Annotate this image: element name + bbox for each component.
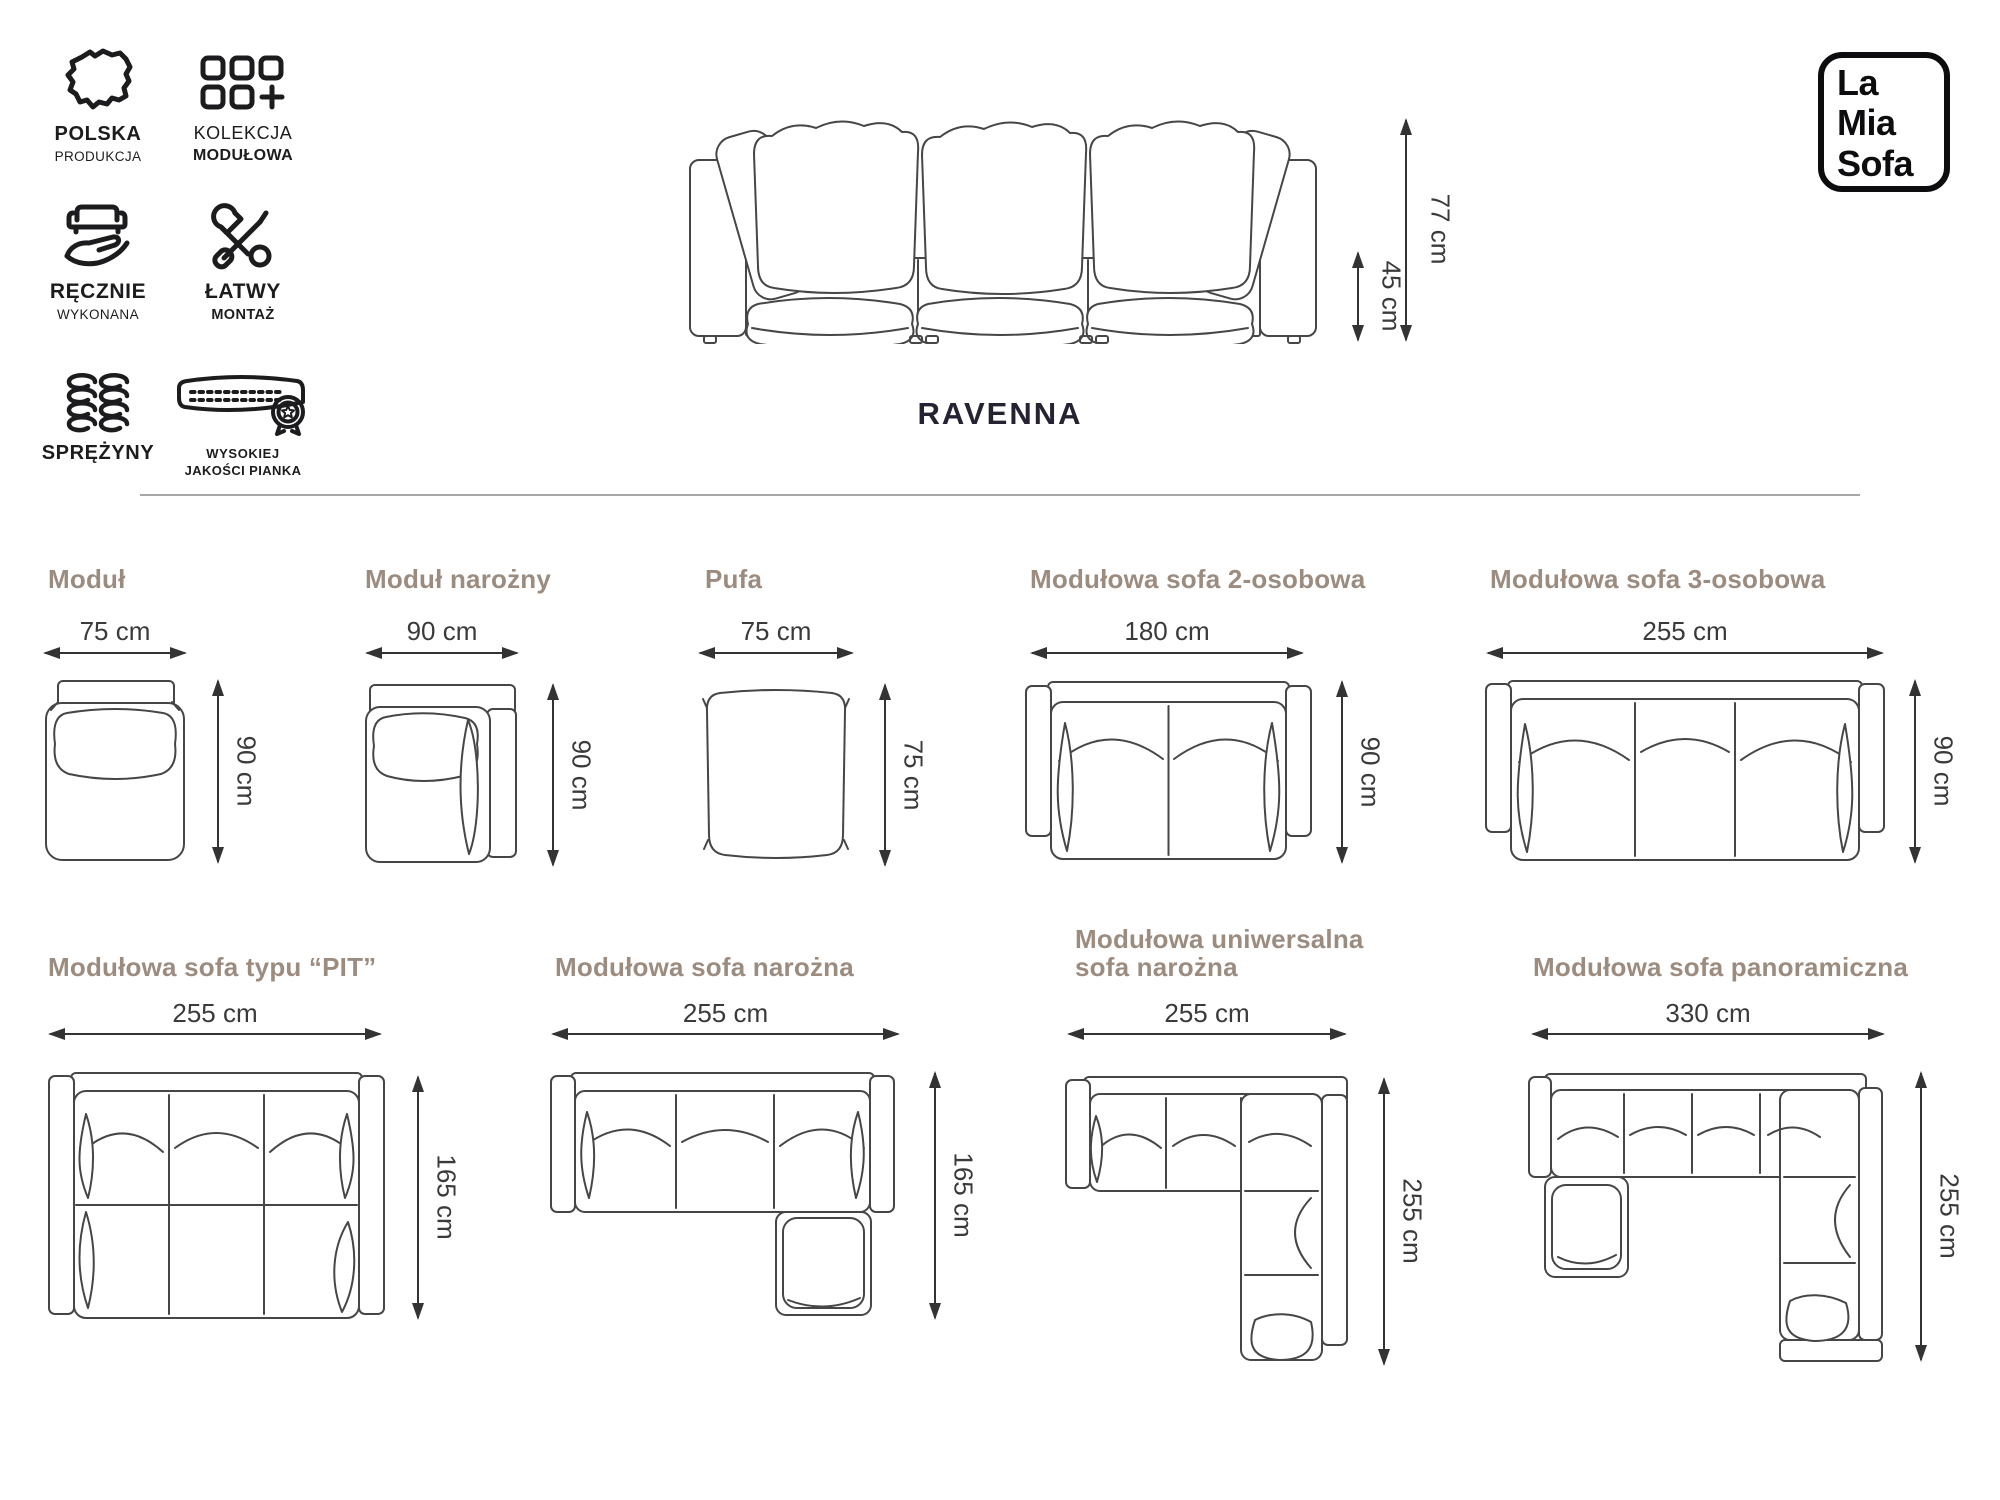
sofa-2-top-view	[1025, 681, 1312, 866]
height-label: 165 cm	[948, 1152, 979, 1238]
diagram-title-pit: Modułowa sofa typu “PIT”	[48, 952, 377, 982]
diagram-title-uniwersalna-line2: sofa narożna	[1075, 952, 1238, 982]
feature-polska-produkcja	[33, 45, 163, 164]
height-arrow	[884, 685, 886, 865]
width-arrow	[50, 1033, 380, 1035]
width-arrow	[700, 652, 852, 654]
width-label: 90 cm	[406, 616, 478, 646]
width-label: 180 cm	[1124, 616, 1210, 646]
pit-sofa-top-view	[48, 1072, 385, 1325]
logo-line: La	[1837, 62, 1879, 103]
width-arrow	[1032, 652, 1302, 654]
narozna-sofa-top-view	[550, 1072, 895, 1323]
diagram-title-pufa: Pufa	[705, 564, 763, 594]
width-label: 255 cm	[682, 998, 769, 1028]
feature-label: WYSOKIEJ	[206, 446, 280, 461]
diagram-title-narozna: Modułowa sofa narożna	[555, 952, 854, 982]
diagram-title-panoramiczna: Modułowa sofa panoramiczna	[1533, 952, 1909, 982]
height-arrow	[1383, 1079, 1385, 1364]
feature-latwy-montaz	[168, 200, 318, 323]
modul-narozny-top-view	[365, 684, 520, 869]
width-label: 75 cm	[79, 616, 151, 646]
sofa-3-top-view	[1485, 680, 1885, 867]
feature-wysokiej-jakosci-pianka	[158, 372, 328, 478]
height-label: 255 cm	[1934, 1173, 1965, 1259]
pufa-top-view	[700, 684, 852, 869]
diagram-title-sofa-3: Modułowa sofa 3-osobowa	[1490, 564, 1826, 594]
section-divider	[140, 494, 1860, 496]
width-label: 330 cm	[1665, 998, 1751, 1028]
width-label: 255 cm	[1164, 998, 1250, 1028]
logo-line: Sofa	[1837, 142, 1914, 184]
height-label: 165 cm	[431, 1154, 462, 1240]
width-label: 255 cm	[172, 998, 258, 1028]
modular-collection-icon	[200, 45, 286, 113]
width-arrow	[45, 652, 185, 654]
height-label: 90 cm	[1928, 735, 1959, 807]
uniwersalna-sofa-top-view	[1065, 1076, 1348, 1372]
height-label: 255 cm	[1397, 1178, 1428, 1264]
diagram-title-modul: Moduł	[48, 564, 126, 594]
logo-line: Mia	[1837, 102, 1896, 144]
hero-height-label: 77 cm	[1425, 193, 1456, 265]
height-arrow	[1914, 681, 1916, 862]
width-arrow	[367, 652, 517, 654]
width-arrow	[1533, 1033, 1883, 1035]
height-arrow	[417, 1077, 419, 1318]
poland-map-icon	[61, 45, 135, 113]
height-label: 75 cm	[898, 739, 929, 811]
diagram-title-uniwersalna-line1: Modułowa uniwersalna	[1075, 924, 1364, 954]
width-arrow	[553, 1033, 898, 1035]
feature-label: POLSKA	[54, 123, 142, 145]
feature-sprezyny	[33, 372, 163, 465]
feature-recznie-wykonana	[33, 200, 163, 322]
height-arrow	[217, 681, 219, 862]
la-mia-sofa-logo	[1818, 52, 1950, 192]
easy-assembly-icon	[208, 200, 278, 270]
feature-sublabel: PRODUKCJA	[54, 149, 142, 164]
panoramiczna-sofa-top-view	[1528, 1073, 1883, 1367]
height-arrow	[1341, 682, 1343, 862]
height-arrow	[552, 685, 554, 865]
hero-seat-height-arrow	[1357, 253, 1359, 340]
width-label: 75 cm	[740, 616, 812, 646]
high-quality-foam-icon	[176, 372, 310, 438]
width-arrow	[1488, 652, 1882, 654]
width-label: 255 cm	[1642, 616, 1728, 646]
modul-top-view	[45, 680, 185, 867]
feature-sublabel: MODUŁOWA	[192, 147, 294, 164]
height-arrow	[934, 1073, 936, 1318]
feature-label: RĘCZNIE	[49, 280, 147, 303]
feature-kolekcja-modulowa	[168, 45, 318, 165]
hero-seat-height-label: 45 cm	[1376, 260, 1407, 332]
springs-icon	[64, 372, 132, 434]
width-arrow	[1069, 1033, 1345, 1035]
feature-sublabel: WYKONANA	[57, 307, 139, 322]
product-name: RAVENNA	[917, 396, 1083, 431]
height-arrow	[1920, 1073, 1922, 1360]
diagram-title-sofa-2: Modułowa sofa 2-osobowa	[1030, 564, 1366, 594]
height-label: 90 cm	[566, 739, 597, 811]
feature-label: SPRĘŻYNY	[41, 442, 155, 464]
hero-sofa-front-view	[688, 108, 1318, 349]
feature-label: KOLEKCJA	[193, 123, 293, 143]
feature-sublabel: MONTAŻ	[211, 307, 275, 323]
handmade-icon	[61, 200, 135, 270]
diagram-title-modul-narozny: Moduł narożny	[365, 564, 552, 594]
height-label: 90 cm	[1355, 736, 1386, 808]
feature-sublabel: JAKOŚCI PIANKA	[184, 463, 302, 478]
height-label: 90 cm	[231, 735, 262, 807]
feature-label: ŁATWY	[204, 280, 282, 303]
